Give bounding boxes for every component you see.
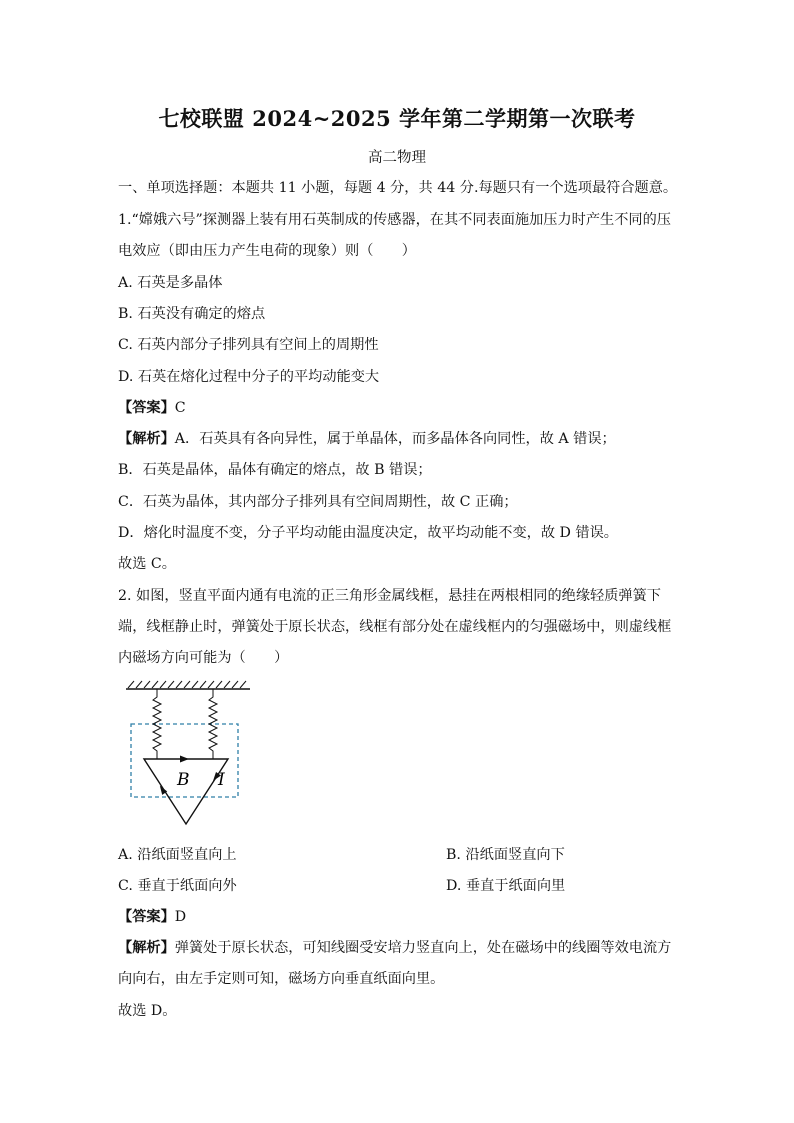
q1-option-c: C. 石英内部分子排列具有空间上的周期性 (118, 337, 379, 353)
q1-analysis-line1 (118, 429, 616, 449)
label-b: B (177, 770, 190, 790)
q2-option-d: D. 垂直于纸面向里 (446, 878, 566, 894)
q2-conclusion: 故选 D。 (118, 1003, 177, 1019)
q2-answer (118, 907, 186, 927)
label-i: I (218, 770, 225, 790)
ceiling-hatch (128, 681, 246, 688)
q1-answer-label: 【答案】 (118, 400, 175, 416)
q2-analysis-line1 (118, 938, 671, 958)
q1-analysis-line3: C．石英为晶体，其内部分子排列具有空间周期性，故 C 正确； (118, 494, 518, 510)
section-heading: 一、单项选择题：本题共 11 小题，每题 4 分，共 44 分.每题只有一个选项最符合题意。 (118, 180, 678, 196)
q2-stem-line2: 端，线框静止时，弹簧处于原长状态，线框有部分处在虚线框内的匀强磁场中，则虚线框 (118, 619, 672, 635)
triangle-frame (144, 759, 228, 824)
q2-answer-value: D (174, 909, 187, 925)
q2-option-c: C. 垂直于纸面向外 (118, 878, 237, 894)
q2-stem-line3: 内磁场方向可能为（ ） (118, 650, 289, 666)
current-arrow-top (180, 756, 189, 763)
q1-analysis-label: 【解析】 (118, 431, 175, 447)
q2-option-a: A. 沿纸面竖直向上 (118, 847, 237, 863)
q2-answer-label: 【答案】 (118, 909, 175, 925)
q1-stem-line1: 1.“嫦娥六号”探测器上装有用石英制成的传感器，在其不同表面施加压力时产生不同的压 (118, 212, 671, 228)
page-subtitle: 高二物理 (368, 150, 426, 166)
q1-answer-value: C (174, 400, 186, 416)
page-title: 七校联盟 2024~2025 学年第二学期第一次联考 (158, 106, 636, 131)
q1-option-a: A. 石英是多晶体 (118, 275, 223, 291)
q1-option-b: B. 石英没有确定的熔点 (118, 306, 266, 322)
q1-analysis-text: A．石英具有各向异性，属于单晶体，而多晶体各向同性，故 A 错误； (174, 431, 616, 447)
q1-analysis-line2: B．石英是晶体，晶体有确定的熔点，故 B 错误； (118, 462, 432, 478)
q2-analysis-line2: 向向右，由左手定则可知，磁场方向垂直纸面向里。 (118, 971, 445, 987)
q1-option-d: D. 石英在熔化过程中分子的平均动能变大 (118, 369, 380, 385)
q2-analysis-text: 弹簧处于原长状态，可知线圈受安培力竖直向上，处在磁场中的线圈等效电流方 (174, 940, 672, 956)
q2-figure (122, 677, 262, 832)
q1-stem-line2: 电效应（即由压力产生电荷的现象）则（ ） (118, 243, 416, 259)
q2-analysis-label: 【解析】 (118, 940, 175, 956)
q1-conclusion: 故选 C。 (118, 556, 176, 572)
q2-stem-line1: 2. 如图，竖直平面内通有电流的正三角形金属线框，悬挂在两根相同的绝缘轻质弹簧下 (118, 588, 661, 604)
q1-answer (118, 398, 186, 418)
q2-option-b: B. 沿纸面竖直向下 (446, 847, 565, 863)
q1-analysis-line4: D．熔化时温度不变，分子平均动能由温度决定，故平均动能不变，故 D 错误。 (118, 525, 618, 541)
